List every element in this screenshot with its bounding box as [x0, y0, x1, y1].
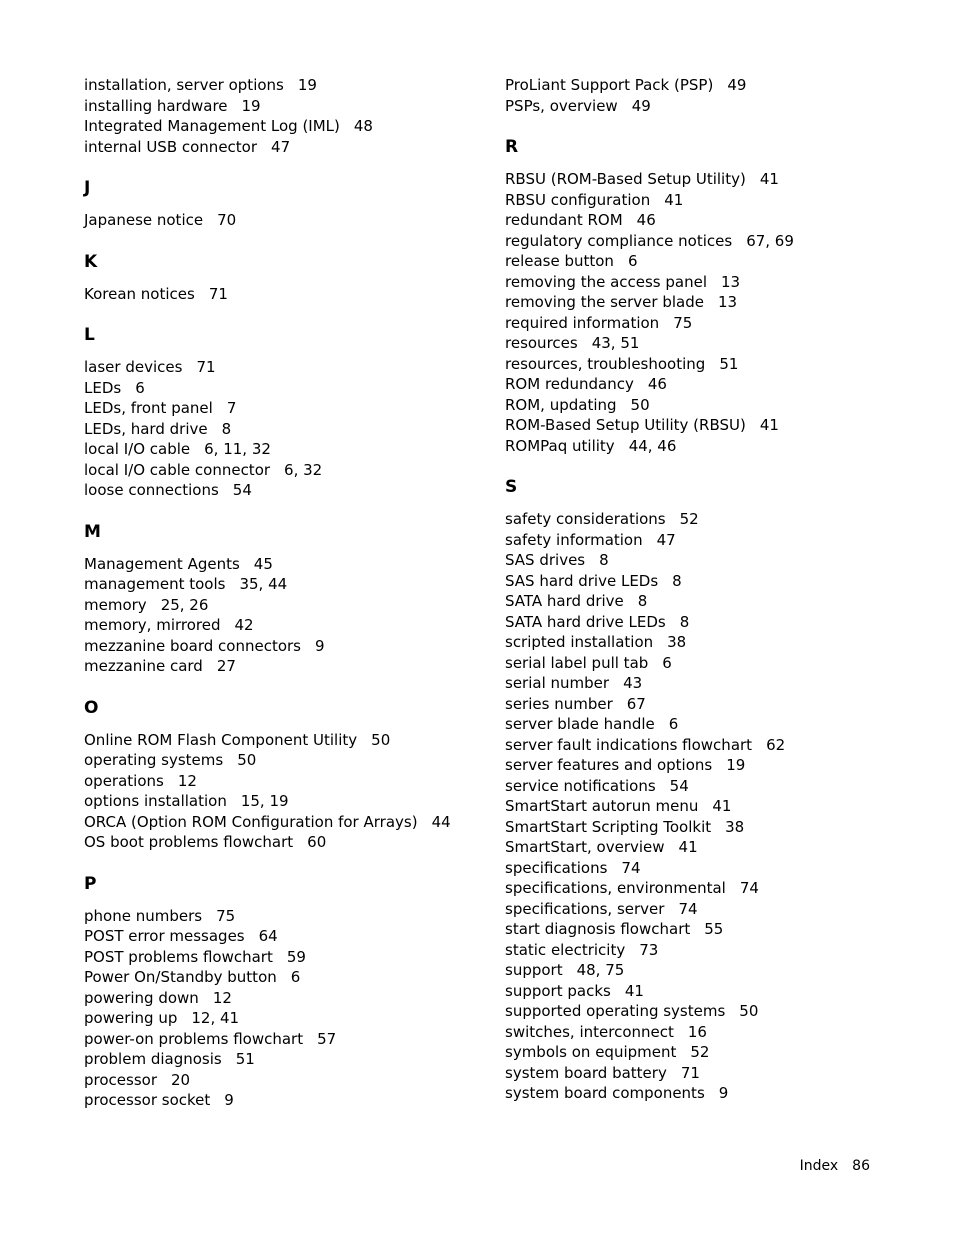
index-entry	[505, 251, 925, 272]
index-term: removing the server blade	[505, 293, 704, 311]
index-page-numbers: 51	[719, 354, 739, 373]
index-page-numbers: 19	[726, 756, 746, 774]
index-entry	[505, 632, 925, 653]
index-letter-heading: S	[505, 477, 518, 497]
footer-label: Index	[799, 1158, 839, 1174]
index-page-numbers: 46	[647, 375, 667, 393]
index-term: safety considerations	[505, 510, 666, 528]
index-entry	[84, 116, 484, 137]
index-entry	[84, 419, 484, 440]
index-term: SmartStart Scripting Toolkit	[505, 817, 712, 836]
index-entry	[84, 1070, 484, 1091]
index-entry	[505, 509, 925, 530]
index-page-numbers: 52	[690, 1043, 710, 1061]
index-entry	[505, 1022, 925, 1043]
index-entry	[84, 947, 484, 968]
index-term: specifications, environmental	[505, 879, 726, 897]
index-term: POST error messages	[84, 927, 245, 945]
index-page-numbers: 57	[317, 1029, 337, 1048]
index-term: phone numbers	[84, 906, 203, 925]
index-term: powering up	[84, 1009, 178, 1027]
index-entry	[505, 231, 925, 252]
index-term: operations	[84, 771, 164, 790]
index-page-numbers: 8	[679, 612, 690, 631]
index-page-numbers: 13	[721, 272, 741, 291]
index-page-numbers: 73	[639, 940, 659, 959]
index-term: POST problems flowchart	[84, 947, 273, 966]
index-term: release button	[505, 252, 614, 270]
index-entry	[84, 832, 484, 853]
index-entry	[505, 817, 925, 838]
index-term: redundant ROM	[505, 211, 623, 229]
index-term: power-on problems flowchart	[84, 1029, 304, 1048]
index-page-numbers: 12, 41	[191, 1009, 240, 1027]
index-letter-heading: J	[84, 178, 91, 198]
index-page-numbers: 8	[221, 419, 232, 438]
index-page-numbers: 62	[766, 735, 786, 754]
index-page-numbers: 9	[718, 1084, 729, 1102]
index-entry	[84, 284, 484, 305]
index-page-numbers: 49	[631, 96, 651, 115]
index-term: specifications, server	[505, 899, 665, 918]
index-term: Integrated Management Log (IML)	[84, 117, 340, 135]
index-term: SATA hard drive	[505, 592, 624, 610]
index-page-numbers: 35, 44	[239, 575, 288, 593]
index-term: memory, mirrored	[84, 616, 221, 634]
index-entry	[505, 169, 925, 190]
index-page-numbers: 64	[258, 927, 278, 945]
index-entry	[505, 653, 925, 674]
index-entry	[505, 272, 925, 293]
index-page-numbers: 6, 32	[284, 460, 323, 479]
index-entry	[84, 75, 484, 96]
index-entry	[505, 1001, 925, 1022]
index-entry	[84, 1008, 484, 1029]
index-term: service notifications	[505, 776, 656, 795]
index-page-numbers: 74	[621, 858, 641, 877]
index-entry	[505, 837, 925, 858]
index-page-numbers: 8	[599, 551, 609, 569]
page-footer	[800, 1158, 870, 1174]
index-page-numbers: 6, 11, 32	[204, 440, 271, 458]
index-term: switches, interconnect	[505, 1022, 674, 1041]
index-page-numbers: 42	[234, 616, 254, 634]
index-entry	[505, 673, 925, 694]
index-term: Online ROM Flash Component Utility	[84, 730, 358, 749]
index-term: ROM-Based Setup Utility (RBSU)	[505, 416, 746, 434]
index-page-numbers: 67	[626, 694, 646, 713]
index-page-numbers: 13	[717, 293, 738, 311]
index-page-numbers: 19	[297, 76, 317, 94]
index-entry	[84, 398, 484, 419]
index-entry	[84, 1029, 484, 1050]
index-entry	[84, 812, 484, 833]
index-page-numbers: 46	[636, 211, 656, 229]
index-term: local I/O cable	[84, 440, 191, 458]
index-term: resources, troubleshooting	[505, 354, 706, 373]
index-term: regulatory compliance notices	[505, 231, 733, 250]
index-entry	[84, 926, 484, 947]
index-term: static electricity	[505, 940, 626, 959]
index-entry	[84, 595, 484, 616]
index-entry	[84, 730, 484, 751]
index-entry	[84, 906, 484, 927]
index-entry	[505, 940, 925, 961]
index-term: scripted installation	[505, 633, 654, 651]
index-page-numbers: 54	[669, 776, 689, 795]
index-entry	[84, 1090, 484, 1111]
index-term: removing the access panel	[505, 272, 708, 291]
index-term: system board battery	[505, 1063, 667, 1082]
index-entry	[505, 550, 925, 571]
index-entry	[84, 96, 484, 117]
index-term: ProLiant Support Pack (PSP)	[505, 76, 714, 94]
index-page-numbers: 27	[216, 657, 236, 675]
index-term: support	[505, 961, 563, 979]
index-term: internal USB connector	[84, 137, 258, 156]
index-term: Management Agents	[84, 554, 240, 573]
index-page-numbers: 8	[672, 571, 682, 590]
index-page-numbers: 52	[679, 510, 699, 528]
index-term: processor	[84, 1070, 157, 1089]
index-term: mezzanine board connectors	[84, 636, 301, 655]
index-page-numbers: 48	[353, 117, 373, 135]
index-entry	[84, 791, 484, 812]
index-term: installing hardware	[84, 96, 228, 115]
index-entry	[505, 796, 925, 817]
index-page-numbers: 43, 51	[591, 334, 640, 352]
index-term: loose connections	[84, 481, 219, 499]
index-page-numbers: 47	[656, 530, 676, 549]
index-term: safety information	[505, 530, 643, 549]
index-page-numbers: 50	[630, 395, 650, 414]
index-page-numbers: 41	[712, 797, 732, 815]
index-entry	[505, 96, 925, 117]
index-entry	[505, 210, 925, 231]
index-entry	[505, 878, 925, 899]
index-entry	[505, 1083, 925, 1104]
index-term: ROM, updating	[505, 395, 617, 414]
index-page-numbers: 7	[226, 399, 237, 417]
index-page-numbers: 41	[678, 838, 698, 856]
index-term: serial label pull tab	[505, 653, 649, 672]
index-page-numbers: 6	[290, 968, 301, 986]
index-entry	[84, 574, 484, 595]
index-page-numbers: 71	[196, 358, 216, 376]
index-term: LEDs, hard drive	[84, 419, 208, 438]
index-term: LEDs	[84, 378, 122, 397]
index-entry	[505, 735, 925, 756]
index-page-numbers: 55	[704, 920, 724, 938]
index-page-numbers: 9	[224, 1091, 234, 1109]
index-page-numbers: 50	[371, 730, 391, 749]
index-entry	[84, 137, 484, 158]
index-entry	[505, 981, 925, 1002]
index-entry	[505, 374, 925, 395]
index-entry	[505, 591, 925, 612]
index-page-numbers: 38	[667, 633, 687, 651]
index-entry	[505, 292, 925, 313]
index-entry	[505, 313, 925, 334]
index-page-numbers: 71	[680, 1063, 700, 1082]
index-entry	[505, 612, 925, 633]
index-page-numbers: 71	[208, 284, 228, 303]
index-term: server features and options	[505, 756, 713, 774]
index-page-numbers: 74	[678, 899, 698, 918]
index-term: SmartStart autorun menu	[505, 797, 699, 815]
index-page-numbers: 19	[241, 96, 261, 115]
index-entry	[505, 1063, 925, 1084]
index-entry	[84, 636, 484, 657]
index-entry	[505, 354, 925, 375]
index-page-numbers: 41	[664, 190, 684, 209]
index-entry	[505, 415, 925, 436]
index-page-numbers: 41	[759, 170, 779, 188]
index-page-numbers: 12	[212, 988, 232, 1007]
index-term: required information	[505, 313, 660, 332]
index-page-numbers: 43	[623, 674, 643, 692]
index-term: SmartStart, overview	[505, 838, 665, 856]
index-term: Japanese notice	[84, 211, 204, 229]
index-entry	[505, 530, 925, 551]
index-entry	[505, 776, 925, 797]
index-entry	[84, 554, 484, 575]
index-page-numbers: 67, 69	[746, 231, 794, 250]
index-page-numbers: 48, 75	[576, 961, 625, 979]
index-entry	[505, 899, 925, 920]
index-column-left	[84, 75, 484, 1111]
index-page-numbers: 74	[739, 879, 759, 897]
index-page-numbers: 41	[759, 416, 779, 434]
index-term: system board components	[505, 1084, 705, 1102]
index-page-numbers: 20	[171, 1070, 191, 1089]
index-term: laser devices	[84, 358, 183, 376]
index-entry	[84, 460, 484, 481]
index-entry	[505, 755, 925, 776]
index-entry	[505, 333, 925, 354]
index-entry	[84, 378, 484, 399]
index-page-numbers: 75	[216, 906, 236, 925]
index-term: start diagnosis flowchart	[505, 920, 691, 938]
index-entry	[505, 436, 925, 457]
index-letter-heading: M	[84, 521, 101, 542]
footer-page-number: 86	[852, 1158, 870, 1174]
index-entry	[505, 919, 925, 940]
index-page-numbers: 59	[286, 947, 306, 966]
index-entry	[84, 439, 484, 460]
index-term: Korean notices	[84, 284, 195, 303]
index-term: management tools	[84, 575, 226, 593]
index-entry	[505, 1042, 925, 1063]
index-entry	[84, 210, 484, 231]
index-page-numbers: 15, 19	[240, 792, 289, 810]
index-term: server blade handle	[505, 715, 655, 733]
index-page-numbers: 70	[217, 211, 237, 229]
index-entry	[84, 988, 484, 1009]
index-page-numbers: 6	[135, 378, 145, 397]
index-entry	[84, 480, 484, 501]
index-letter-heading: R	[505, 137, 519, 157]
index-entry	[84, 771, 484, 792]
index-entry	[505, 714, 925, 735]
index-term: support packs	[505, 981, 611, 1000]
index-term: Power On/Standby button	[84, 968, 277, 986]
index-term: powering down	[84, 988, 199, 1007]
index-letter-heading: K	[84, 251, 98, 272]
index-term: symbols on equipment	[505, 1043, 677, 1061]
index-term: series number	[505, 694, 613, 713]
index-entry	[505, 190, 925, 211]
index-term: SAS hard drive LEDs	[505, 571, 659, 590]
index-entry	[84, 357, 484, 378]
index-page-numbers: 16	[687, 1022, 707, 1041]
index-term: mezzanine card	[84, 657, 203, 675]
index-letter-heading: P	[84, 873, 97, 894]
index-page-numbers: 44, 46	[628, 436, 677, 455]
index-term: RBSU (ROM-Based Setup Utility)	[505, 170, 746, 188]
index-entry	[505, 858, 925, 879]
index-term: ROMPaq utility	[505, 436, 615, 455]
index-page-numbers: 9	[315, 636, 325, 655]
index-term: serial number	[505, 674, 610, 692]
index-entry	[84, 615, 484, 636]
index-entry	[505, 960, 925, 981]
index-term: RBSU configuration	[505, 190, 651, 209]
index-page-numbers: 50	[237, 751, 257, 769]
index-letter-heading: O	[84, 697, 99, 718]
index-page-numbers: 75	[673, 313, 693, 332]
index-entry	[505, 694, 925, 715]
index-entry	[84, 656, 484, 677]
index-page-numbers: 41	[624, 981, 644, 1000]
index-entry	[84, 750, 484, 771]
index-term: server fault indications flowchart	[505, 735, 753, 754]
index-page-numbers: 60	[307, 833, 327, 851]
index-term: memory	[84, 595, 147, 614]
index-page-numbers: 47	[271, 137, 291, 156]
index-term: problem diagnosis	[84, 1050, 222, 1068]
index-term: specifications	[505, 858, 608, 877]
index-term: OS boot problems flowchart	[84, 833, 294, 851]
index-term: operating systems	[84, 751, 224, 769]
index-entry	[505, 395, 925, 416]
index-term: options installation	[84, 792, 227, 810]
index-page-numbers: 38	[725, 817, 745, 836]
index-column-right	[505, 75, 925, 1104]
index-letter-heading: L	[84, 325, 95, 345]
index-page-numbers: 44	[431, 812, 451, 831]
index-page-numbers: 6	[662, 653, 672, 672]
index-term: LEDs, front panel	[84, 399, 213, 417]
index-page-numbers: 12	[177, 771, 197, 790]
index-term: processor socket	[84, 1091, 211, 1109]
index-page-numbers: 51	[235, 1050, 255, 1068]
index-term: installation, server options	[84, 76, 284, 94]
index-entry	[505, 571, 925, 592]
index-page-numbers: 45	[253, 554, 273, 573]
index-page-numbers: 50	[739, 1002, 759, 1020]
index-entry	[84, 1049, 484, 1070]
index-term: resources	[505, 334, 578, 352]
index-term: SATA hard drive LEDs	[505, 612, 666, 631]
index-term: ORCA (Option ROM Configuration for Arrays)	[84, 812, 418, 831]
index-page-numbers: 8	[637, 592, 648, 610]
index-term: local I/O cable connector	[84, 460, 271, 479]
index-page-numbers: 25, 26	[160, 595, 209, 614]
index-page-numbers: 49	[727, 76, 747, 94]
index-page-numbers: 54	[232, 481, 252, 499]
index-page-numbers: 6	[668, 715, 679, 733]
index-term: ROM redundancy	[505, 375, 634, 393]
index-entry	[505, 75, 925, 96]
index-term: SAS drives	[505, 551, 586, 569]
index-page-numbers: 6	[627, 252, 638, 270]
index-entry	[84, 967, 484, 988]
index-term: supported operating systems	[505, 1002, 726, 1020]
index-term: PSPs, overview	[505, 96, 618, 115]
